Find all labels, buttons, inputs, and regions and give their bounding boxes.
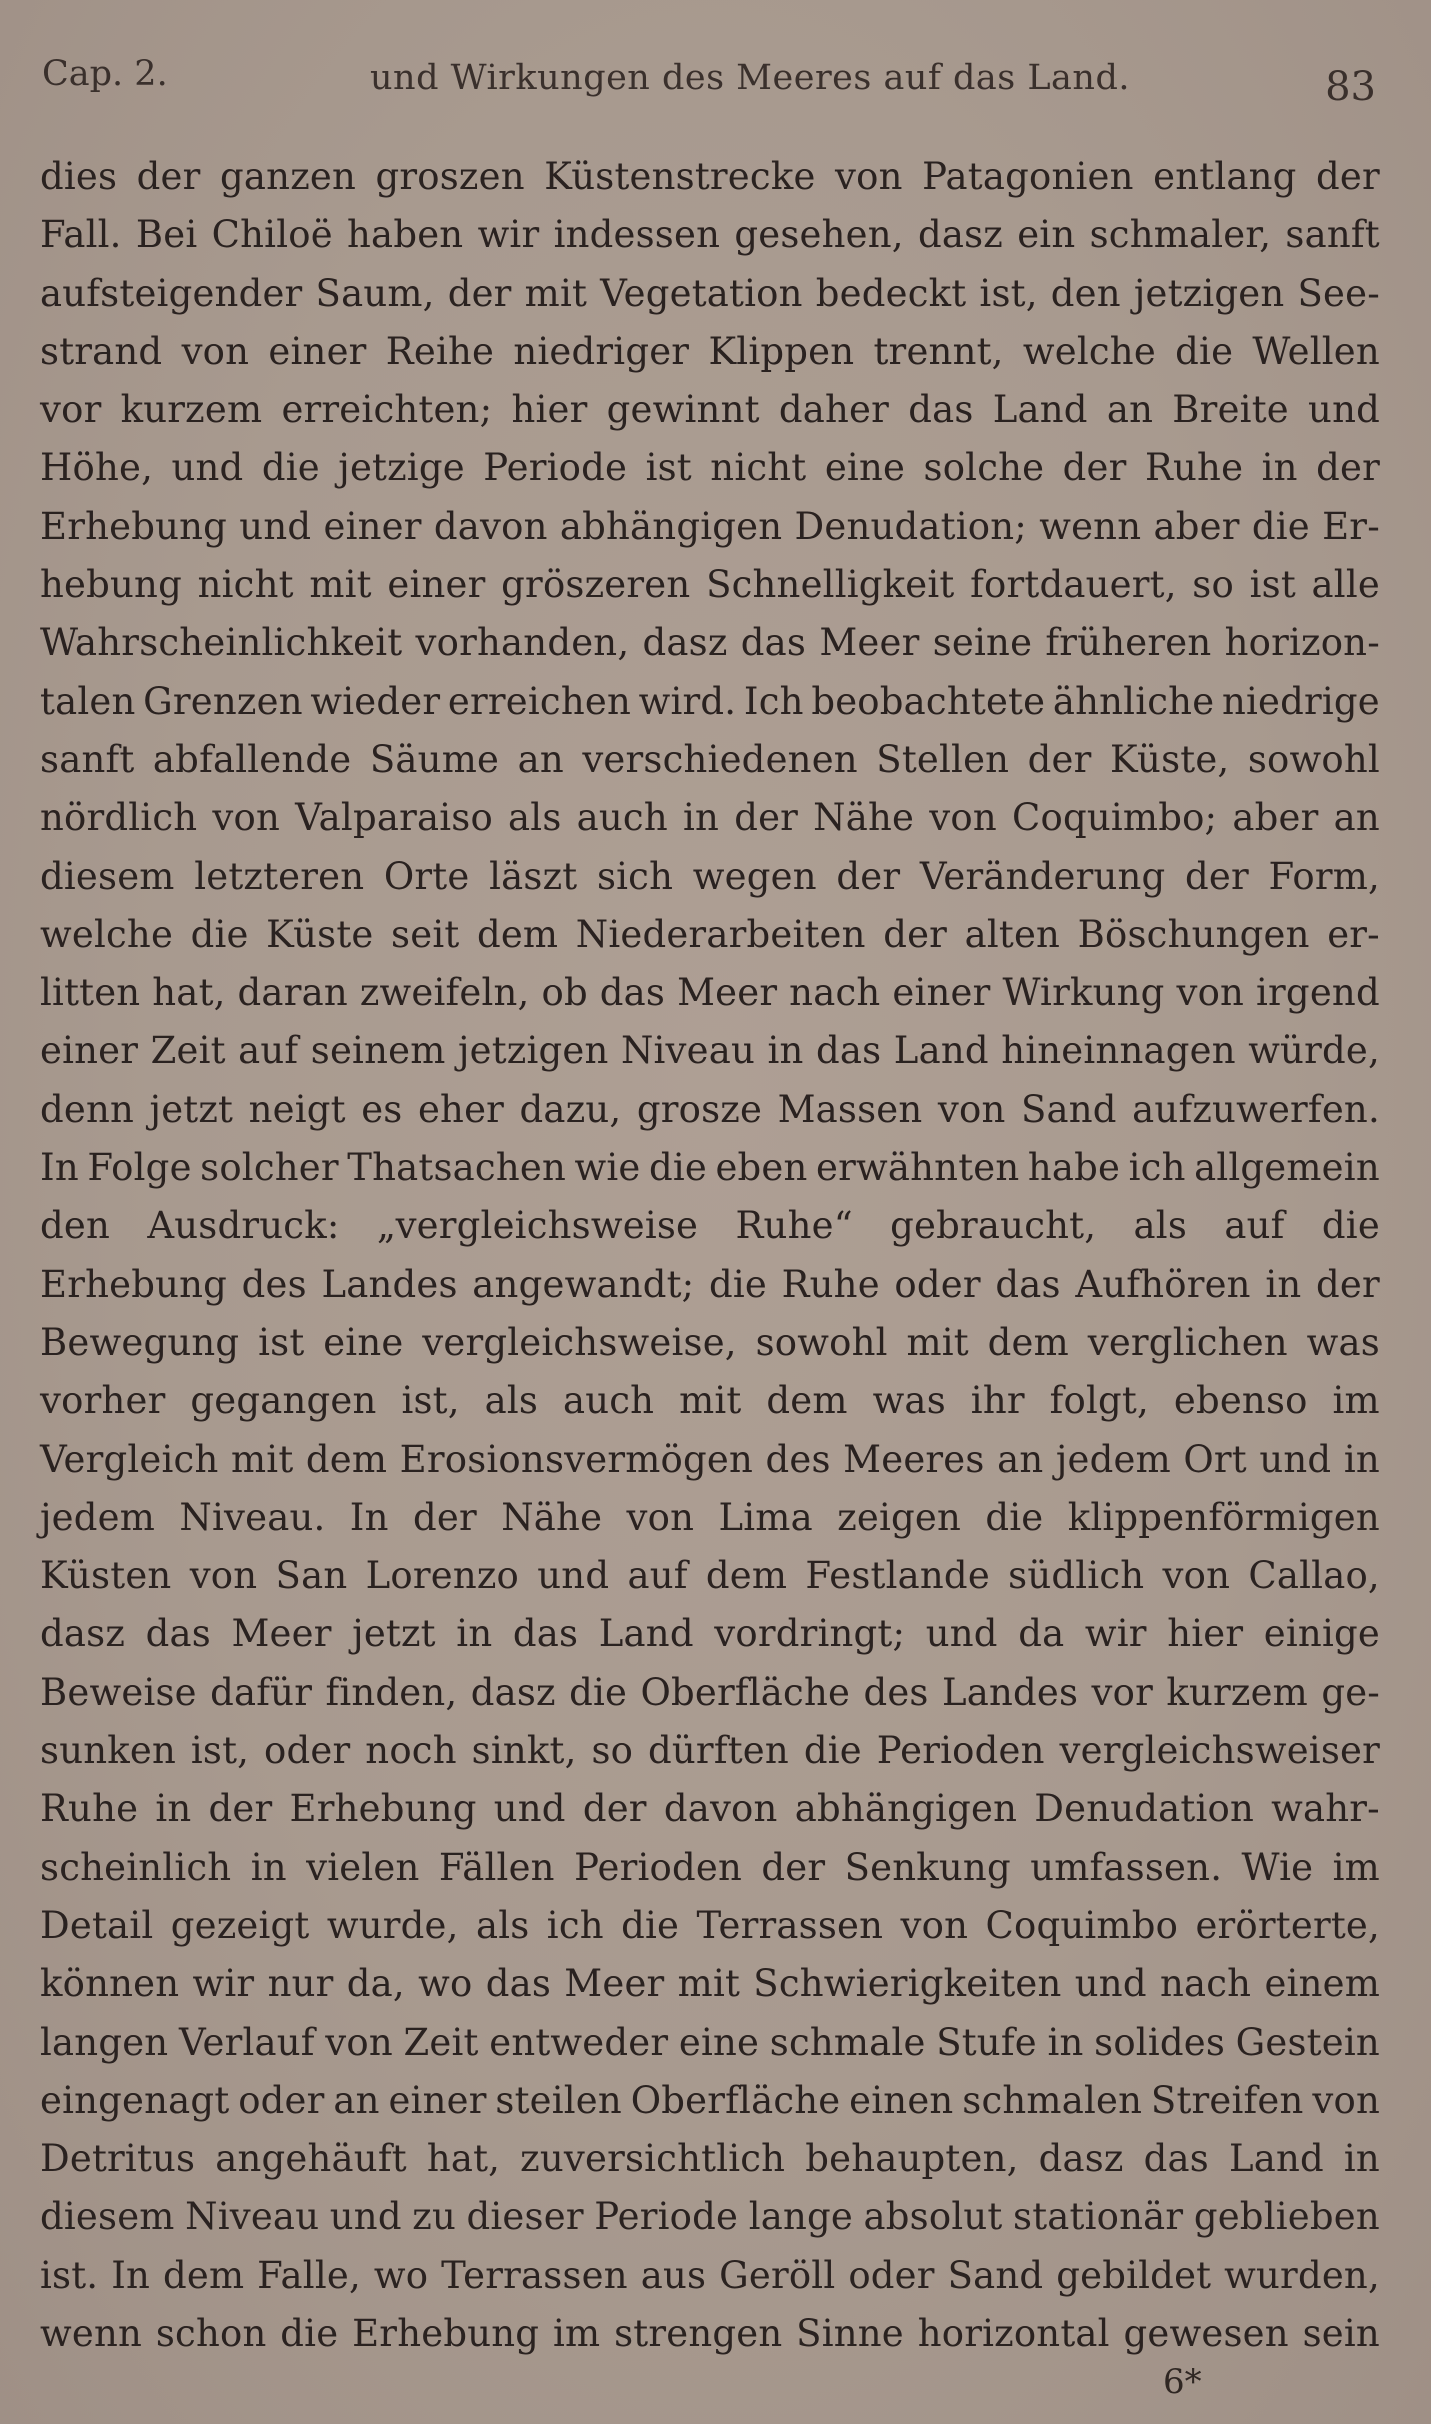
- text-line: diesem Niveau und zu dieser Periode lange absolut stationär geblieben: [40, 2195, 1380, 2239]
- text-line: können wir nur da, wo das Meer mit Schwierigkeiten und nach einem: [40, 1962, 1380, 2006]
- text-line: Höhe, und die jetzige Periode ist nicht eine solche der Ruhe in der: [40, 446, 1380, 490]
- text-line: den Ausdruck: „vergleichsweise Ruhe“ gebraucht, als auf die: [40, 1204, 1380, 1248]
- text-line: dasz das Meer jetzt in das Land vordringt; und da wir hier einige: [40, 1612, 1380, 1656]
- text-line: strand von einer Reihe niedriger Klippen trennt, welche die Wellen: [40, 329, 1380, 373]
- text-line: sanft abfallende Säume an verschiedenen Stellen der Küste, sowohl: [40, 737, 1380, 781]
- text-line: Detail gezeigt wurde, als ich die Terrassen von Coquimbo erörterte,: [40, 1903, 1380, 1947]
- text-line: Ruhe in der Erhebung und der davon abhängigen Denudation wahr-: [40, 1787, 1380, 1831]
- text-line: diesem letzteren Orte läszt sich wegen der Veränderung der Form,: [40, 854, 1380, 898]
- text-line: talen Grenzen wieder erreichen wird. Ich beobachtete ähnliche niedrige: [40, 679, 1380, 723]
- text-line: In Folge solcher Thatsachen wie die eben erwähnten habe ich allgemein: [40, 1146, 1380, 1190]
- text-line: Wahrscheinlichkeit vorhanden, dasz das Meer seine früheren horizon-: [40, 621, 1380, 665]
- chapter-label: Cap. 2.: [42, 54, 168, 94]
- running-title: und Wirkungen des Meeres auf das Land.: [370, 58, 1130, 98]
- text-line: Beweise dafür finden, dasz die Oberfläche des Landes vor kurzem ge-: [40, 1670, 1380, 1714]
- text-line: sunken ist, oder noch sinkt, so dürften die Perioden vergleichsweiser: [40, 1729, 1380, 1773]
- text-line: jedem Niveau. In der Nähe von Lima zeigen die klippenförmigen: [40, 1495, 1380, 1539]
- text-line: litten hat, daran zweifeln, ob das Meer nach einer Wirkung von irgend: [40, 971, 1380, 1015]
- page-number: 83: [1325, 64, 1376, 110]
- text-line: Fall. Bei Chiloë haben wir indessen gesehen, dasz ein schmaler, sanft: [40, 213, 1380, 257]
- text-line: Bewegung ist eine vergleichsweise, sowohl mit dem verglichen was: [40, 1320, 1380, 1364]
- text-line: hebung nicht mit einer gröszeren Schnelligkeit fortdauert, so ist alle: [40, 563, 1380, 607]
- text-line: Erhebung des Landes angewandt; die Ruhe oder das Aufhören in der: [40, 1262, 1380, 1306]
- text-line: einer Zeit auf seinem jetzigen Niveau in das Land hineinnagen würde,: [40, 1029, 1380, 1073]
- text-line: ist. In dem Falle, wo Terrassen aus Geröll oder Sand gebildet wurden,: [40, 2253, 1380, 2297]
- text-line: dies der ganzen groszen Küstenstrecke von Patagonien entlang der: [40, 155, 1380, 198]
- text-line: Küsten von San Lorenzo und auf dem Festlande südlich von Callao,: [40, 1554, 1380, 1598]
- body-text: [40, 148, 1380, 2363]
- signature-mark: 6*: [1163, 2362, 1202, 2402]
- text-line: eingenagt oder an einer steilen Oberfläche einen schmalen Streifen von: [40, 2078, 1380, 2122]
- running-head: [40, 52, 1380, 112]
- text-line: scheinlich in vielen Fällen Perioden der Senkung umfassen. Wie im: [40, 1845, 1380, 1889]
- text-line: langen Verlauf von Zeit entweder eine schmale Stufe in solides Gestein: [40, 2020, 1380, 2064]
- text-line: wenn schon die Erhebung im strengen Sinne horizontal gewesen sein: [40, 2311, 1380, 2355]
- text-line: denn jetzt neigt es eher dazu, grosze Massen von Sand aufzuwerfen.: [40, 1087, 1380, 1131]
- text-line: Vergleich mit dem Erosionsvermögen des Meeres an jedem Ort und in: [40, 1437, 1380, 1481]
- text-line: welche die Küste seit dem Niederarbeiten der alten Böschungen er-: [40, 912, 1380, 956]
- text-line: vor kurzem erreichten; hier gewinnt daher das Land an Breite und: [40, 388, 1380, 432]
- text-line: nördlich von Valparaiso als auch in der Nähe von Coquimbo; aber an: [40, 796, 1380, 840]
- text-line: Detritus angehäuft hat, zuversichtlich behaupten, dasz das Land in: [40, 2137, 1380, 2181]
- text-line: vorher gegangen ist, als auch mit dem was ihr folgt, ebenso im: [40, 1379, 1380, 1423]
- text-line: Erhebung und einer davon abhängigen Denudation; wenn aber die Er-: [40, 504, 1380, 548]
- text-line: aufsteigender Saum, der mit Vegetation bedeckt ist, den jetzigen See-: [40, 271, 1380, 315]
